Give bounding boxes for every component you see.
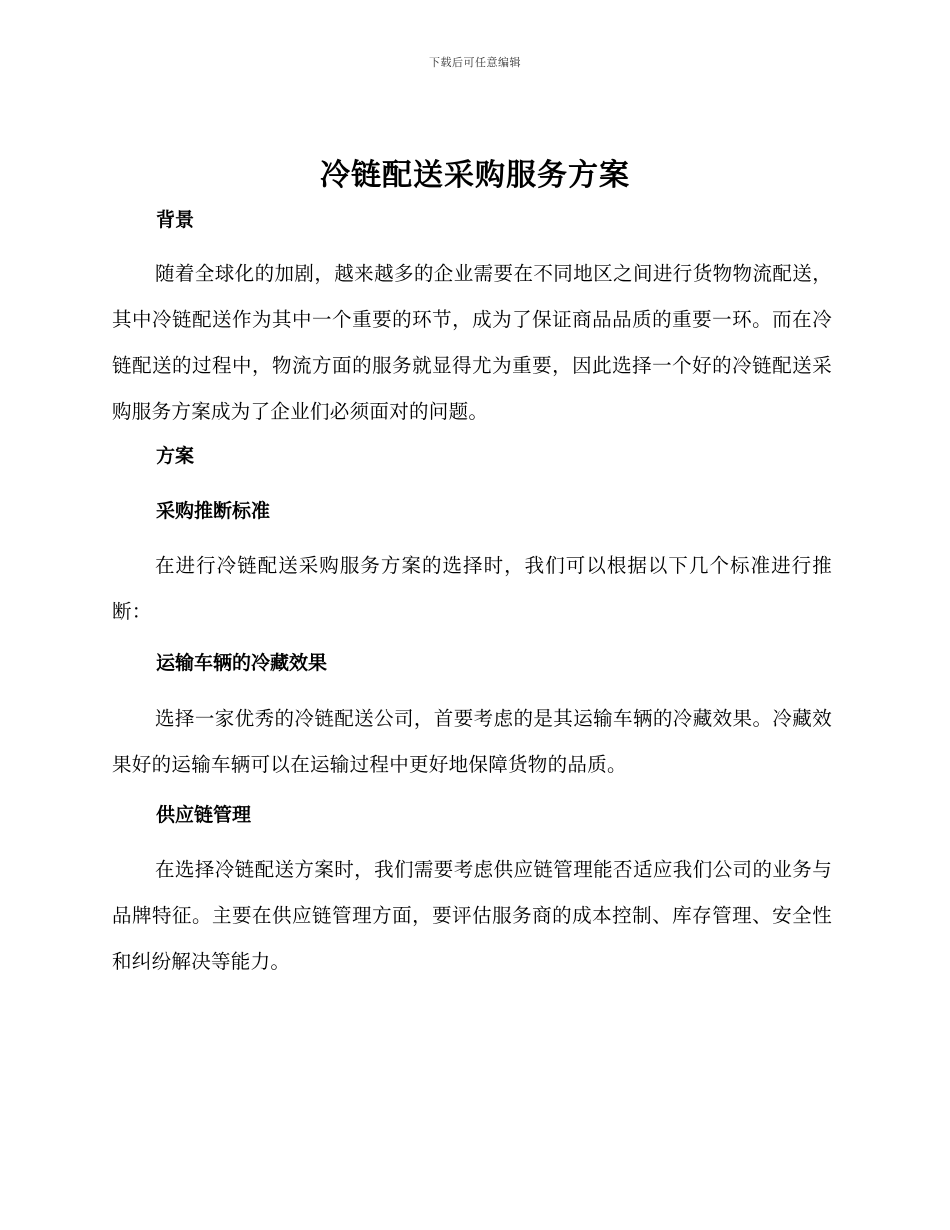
section-heading-refrigeration: 运输车辆的冷藏效果 — [156, 652, 328, 674]
section-heading-supply-chain: 供应链管理 — [156, 804, 252, 826]
paragraph-background: 随着全球化的加剧，越来越多的企业需要在不同地区之间进行货物物流配送，其中冷链配送作为其中一个重要的环节，成为了保证商品品质的重要一环。而在冷链配送的过程中，物流方面的服务就显得尤为重要，因此选择一个好的冷链配送采购服务方案成为了企业们必须面对的问题。 — [112, 262, 832, 423]
document-title: 冷链配送采购服务方案 — [320, 158, 630, 193]
section-heading-plan: 方案 — [156, 445, 195, 467]
paragraph-criteria: 在进行冷链配送采购服务方案的选择时，我们可以根据以下几个标准进行推断： — [112, 554, 832, 623]
paragraph-supply-chain: 在选择冷链配送方案时，我们需要考虑供应链管理能否适应我们公司的业务与品牌特征。主要在供应链管理方面，要评估服务商的成本控制、库存管理、安全性和纠纷解决等能力。 — [112, 858, 832, 973]
section-heading-criteria: 采购推断标准 — [156, 500, 271, 522]
page-header-note: 下载后可任意编辑 — [429, 56, 521, 69]
paragraph-refrigeration: 选择一家优秀的冷链配送公司，首要考虑的是其运输车辆的冷藏效果。冷藏效果好的运输车辆可以在运输过程中更好地保障货物的品质。 — [112, 707, 832, 776]
section-heading-background: 背景 — [156, 209, 195, 231]
